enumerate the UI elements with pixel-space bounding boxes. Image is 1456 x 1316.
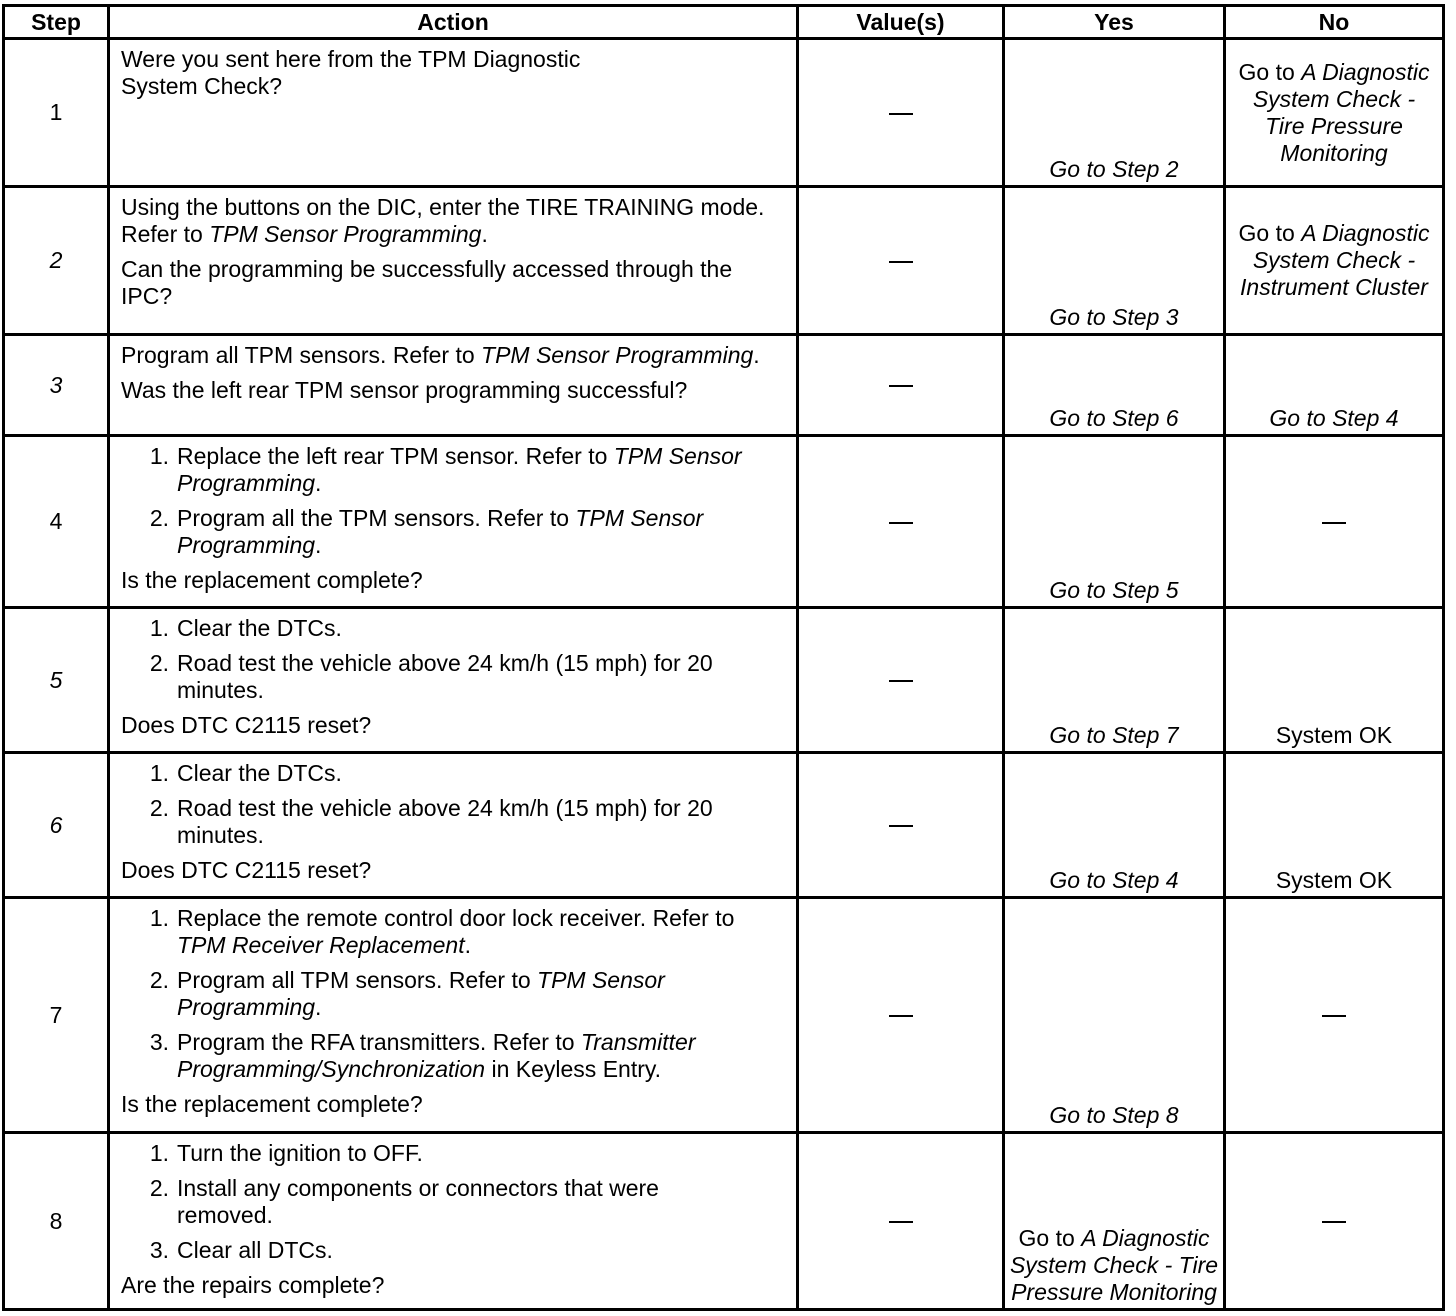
yes-cell — [1004, 753, 1225, 898]
value-cell — [798, 753, 1004, 898]
dash-mark — [889, 825, 913, 827]
action-question: Is the replacement complete? — [121, 1091, 423, 1117]
list-item: 1. Clear the DTCs. — [149, 760, 342, 786]
header-yes: Yes — [1004, 6, 1225, 39]
action-question: Can the programming be successfully accessed through the IPC? — [121, 256, 733, 309]
yes-cell — [1004, 608, 1225, 753]
table-row — [4, 1133, 1444, 1310]
action-cell — [109, 187, 798, 335]
diagnostic-table — [2, 4, 1445, 1311]
yes-link[interactable]: Go to Step 5 — [1049, 577, 1179, 603]
yes-cell — [1004, 436, 1225, 608]
list-item: 3. Program the RFA transmitters. Refer to Transmitter Programming/Synchronization in Keyless Entry. — [149, 1029, 696, 1082]
action-question: Was the left rear TPM sensor programming successful? — [121, 377, 688, 403]
yes-text: Go to — [1018, 1225, 1082, 1251]
step-number: 5 — [4, 608, 109, 753]
step-number: 4 — [4, 436, 109, 608]
dash-mark — [889, 385, 913, 387]
header-action: Action — [109, 6, 798, 39]
value-cell — [798, 436, 1004, 608]
step-number: 2 — [4, 187, 109, 335]
action-question: Does DTC C2115 reset? — [121, 712, 372, 738]
value-cell — [798, 187, 1004, 335]
value-cell — [798, 898, 1004, 1133]
action-cell — [109, 436, 798, 608]
dash-mark — [1322, 522, 1346, 524]
no-text: Go to — [1238, 220, 1302, 246]
dash-mark — [1322, 1015, 1346, 1017]
list-item: 2. Install any components or connectors that were removed. — [149, 1175, 659, 1228]
action-cell — [109, 39, 798, 187]
dash-mark — [889, 261, 913, 263]
action-question: Does DTC C2115 reset? — [121, 857, 372, 883]
step-number: 6 — [4, 753, 109, 898]
dash-mark — [889, 522, 913, 524]
action-cell — [109, 753, 798, 898]
dash-mark — [889, 1015, 913, 1017]
step-number: 8 — [4, 1133, 109, 1310]
no-text: Go to — [1238, 58, 1302, 85]
list-item: 2. Program all TPM sensors. Refer to TPM Sensor Programming. — [149, 967, 665, 1020]
table-row — [4, 898, 1444, 1133]
yes-link[interactable]: Go to Step 7 — [1049, 722, 1179, 748]
action-text: Using the buttons on the DIC, enter the TIRE TRAINING mode. Refer to TPM Sensor Programming. — [121, 194, 765, 247]
yes-cell — [1004, 1133, 1225, 1310]
no-cell — [1225, 39, 1444, 187]
table-row — [4, 39, 1444, 187]
yes-link[interactable]: Go to Step 4 — [1049, 867, 1179, 893]
header-no: No — [1225, 6, 1444, 39]
action-cell — [109, 335, 798, 436]
yes-link[interactable]: Go to Step 2 — [1049, 156, 1179, 182]
header-row — [4, 6, 1444, 39]
no-cell — [1225, 1133, 1444, 1310]
no-cell — [1225, 898, 1444, 1133]
step-number: 3 — [4, 335, 109, 436]
no-cell — [1225, 335, 1444, 436]
yes-cell — [1004, 187, 1225, 335]
action-cell — [109, 1133, 798, 1310]
dash-mark — [889, 680, 913, 682]
reference-link[interactable]: Transmitter Programming/Synchronization — [177, 1029, 696, 1082]
table-row — [4, 753, 1444, 898]
dash-mark — [889, 113, 913, 115]
diagnostic-table-wrapper — [2, 4, 1442, 1311]
reference-link[interactable]: TPM Receiver Replacement — [177, 932, 465, 958]
list-item: 2. Program all the TPM sensors. Refer to TPM Sensor Programming. — [149, 505, 704, 558]
yes-cell — [1004, 39, 1225, 187]
list-item: 1. Replace the left rear TPM sensor. Refer to TPM Sensor Programming. — [149, 443, 742, 496]
step-number: 7 — [4, 898, 109, 1133]
no-link[interactable]: A Diagnostic System Check - Instrument Cluster — [1240, 220, 1430, 300]
table-row — [4, 187, 1444, 335]
action-text: Program all TPM sensors. Refer to TPM Sensor Programming. — [121, 342, 760, 368]
action-question: Are the repairs complete? — [121, 1272, 385, 1298]
list-item: 1. Replace the remote control door lock receiver. Refer to TPM Receiver Replacement. — [149, 905, 735, 958]
value-cell — [798, 608, 1004, 753]
dash-mark — [1322, 1221, 1346, 1223]
step-number: 1 — [4, 39, 109, 187]
yes-link[interactable]: Go to Step 3 — [1049, 304, 1179, 330]
list-item: 1. Turn the ignition to OFF. — [149, 1140, 423, 1166]
table-row — [4, 436, 1444, 608]
list-item: 3. Clear all DTCs. — [149, 1237, 333, 1263]
list-item: 2. Road test the vehicle above 24 km/h (15 mph) for 20 minutes. — [149, 650, 713, 703]
no-cell: System OK — [1225, 608, 1444, 753]
no-cell — [1225, 187, 1444, 335]
list-item: 1. Clear the DTCs. — [149, 615, 342, 641]
yes-cell — [1004, 898, 1225, 1133]
yes-link[interactable]: Go to Step 6 — [1049, 405, 1179, 431]
list-item: 2. Road test the vehicle above 24 km/h (15 mph) for 20 minutes. — [149, 795, 713, 848]
action-question: Were you sent here from the TPM Diagnostic System Check? — [121, 46, 581, 99]
value-cell — [798, 1133, 1004, 1310]
table-row — [4, 335, 1444, 436]
value-cell — [798, 335, 1004, 436]
reference-link[interactable]: TPM Sensor Programming — [177, 443, 742, 496]
no-cell — [1225, 436, 1444, 608]
header-values: Value(s) — [798, 6, 1004, 39]
action-cell — [109, 608, 798, 753]
yes-link[interactable]: Go to Step 8 — [1049, 1102, 1179, 1128]
no-link[interactable]: A Diagnostic System Check - Tire Pressure Monitoring — [1252, 58, 1430, 166]
reference-link[interactable]: TPM Sensor Programming — [481, 342, 754, 368]
dash-mark — [889, 1221, 913, 1223]
action-question: Is the replacement complete? — [121, 567, 423, 593]
no-link[interactable]: Go to Step 4 — [1269, 405, 1399, 431]
value-cell — [798, 39, 1004, 187]
header-step: Step — [4, 6, 109, 39]
reference-link[interactable]: TPM Sensor Programming — [177, 967, 665, 1020]
reference-link[interactable]: TPM Sensor Programming — [177, 505, 704, 558]
yes-link[interactable]: A Diagnostic System Check - Tire Pressure Monitoring — [1009, 1225, 1219, 1305]
no-cell: System OK — [1225, 753, 1444, 898]
table-row — [4, 608, 1444, 753]
yes-cell — [1004, 335, 1225, 436]
reference-link[interactable]: TPM Sensor Programming — [209, 221, 482, 247]
action-cell — [109, 898, 798, 1133]
